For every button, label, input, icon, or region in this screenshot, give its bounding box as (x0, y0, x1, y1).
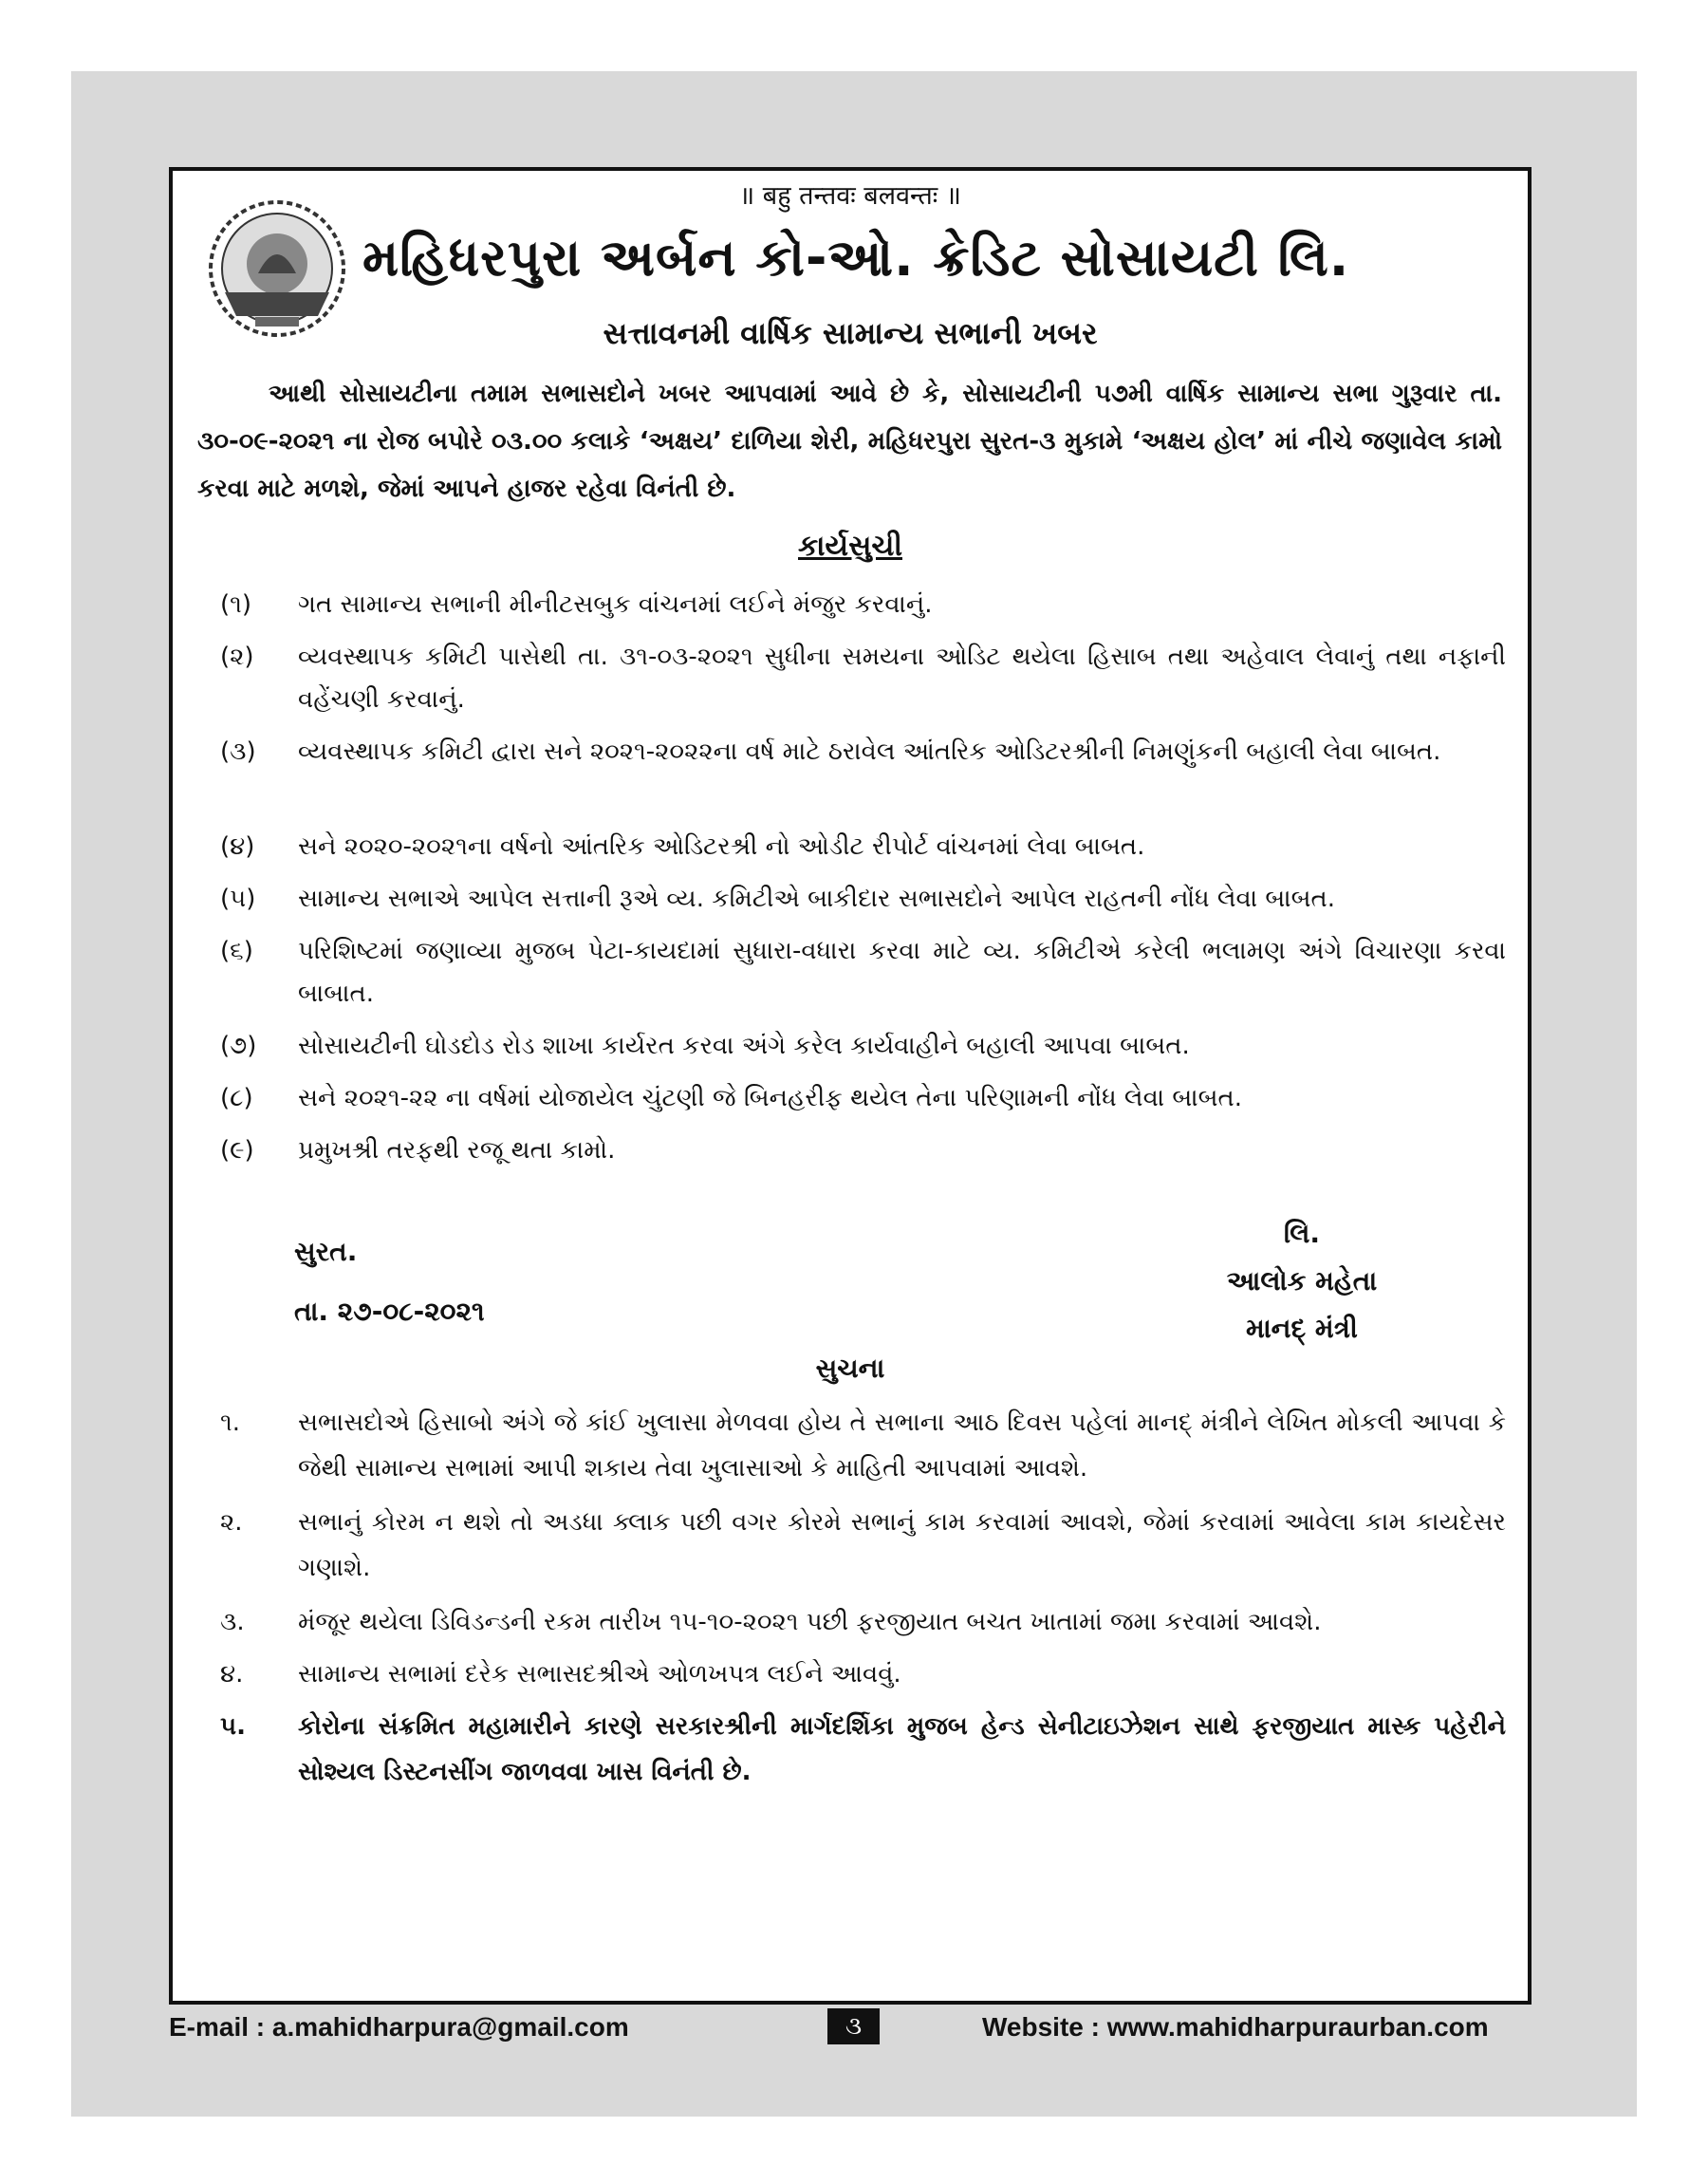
agenda-item-text: પરિશિષ્ટમાં જણાવ્યા મુજબ પેટા-કાયદામાં સુધારા-વધારા કરવા માટે વ્ય. કમિટીએ કરેલી ભલામણ અંગે વિચારણા કરવા બાબાત. (298, 937, 1506, 1008)
note-item (220, 1400, 1506, 1491)
agenda-item-number: (૨) (220, 643, 254, 671)
agenda-item-text: સને ૨૦૨૦-૨૦૨૧ના વર્ષનો આંતરિક ઓડિટરશ્રી નો ઓડીટ રીપોર્ટ વાંચનમાં લેવા બાબત. (298, 832, 1145, 861)
agenda-item-number: (૫) (220, 885, 256, 913)
note-item (220, 1500, 1506, 1591)
agenda-item-number: (૮) (220, 1084, 253, 1112)
agenda-item (220, 731, 1506, 774)
signatory-name: આલોક મહેતા (1226, 1265, 1378, 1297)
agenda-item (220, 826, 1506, 868)
notice-date: તા. ૨૭-૦૮-૨૦૨૧ (294, 1296, 485, 1327)
footer-website[interactable]: Website : www.mahidharpuraurban.com (982, 2012, 1489, 2042)
agenda-item-text: સામાન્ય સભાએ આપેલ સત્તાની રૂએ વ્ય. કમિટીએ બાકીદાર સભાસદોને આપેલ રાહતની નોંધ લેવા બાબત. (298, 885, 1336, 913)
note-item-number: ૪. (220, 1660, 244, 1689)
agenda-title: કાર્યસુચી (798, 530, 902, 563)
notes-title: સુચના (815, 1353, 885, 1384)
agenda-item (220, 1077, 1506, 1120)
society-name: મહિધરપુરા અર્બન કો-ઓ. ક્રેડિટ સોસાયટી લિ. (362, 228, 1350, 288)
agenda-item-text: પ્રમુખશ્રી તરફથી રજૂ થતા કામો. (298, 1136, 616, 1165)
footer-email[interactable]: E-mail : a.mahidharpura@gmail.com (169, 2012, 629, 2042)
note-item (220, 1651, 1506, 1697)
agenda-item-number: (૬) (220, 937, 253, 965)
agenda-item-text: વ્યવસ્થાપક કમિટી દ્વારા સને ૨૦૨૧-૨૦૨૨ના વર્ષ માટે ઠરાવેલ આંતરિક ઓડિટરશ્રીની નિમણુંકની બહાલી લેવા બાબત. (298, 737, 1441, 766)
notice-box (169, 167, 1532, 2005)
note-item-text: સભાસદોએ હિસાબો અંગે જે કાંઈ ખુલાસા મેળવવા હોય તે સભાના આઠ દિવસ પહેલાં માનદ્ મંત્રીને લેખિત મોકલી આપવા કે જેથી સામાન્ય સભામાં આપી શકાય તેવા ખુલાસાઓ કે માહિતી આપવામાં આવશે. (298, 1409, 1506, 1483)
signatory-title: માનદ્ મંત્રી (1246, 1313, 1358, 1344)
meeting-subheading: સત્તાવનમી વાર્ષિક સામાન્ય સભાની ખબર (603, 315, 1098, 351)
motto: ॥ बहु तन्तवः बलवन्तः ॥ (739, 181, 961, 211)
agenda-item-number: (૭) (220, 1032, 257, 1060)
intro-paragraph: આથી સોસાયટીના તમામ સભાસદોને ખબર આપવામાં આવે છે કે, સોસાયટીની ૫૭મી વાર્ષિક સામાન્ય સભા ગુરૂવાર તા. ૩૦-૦૯-૨૦૨૧ ના રોજ બપોરે ૦૩.૦૦ કલાકે ‘અક્ષય’ દાળિયા શેરી, મહિધરપુરા સુરત-૩ મુકામે ‘અક્ષય હોલ’ માં નીચે જણાવેલ કામો કરવા માટે મળશે, જેમાં આપને હાજર રહેવા વિનંતી છે. (197, 380, 1502, 503)
note-item-number: ૫. (220, 1712, 246, 1741)
agenda-item-number: (૪) (220, 832, 255, 861)
agenda-item-text: ગત સામાન્ય સભાની મીનીટસબુક વાંચનમાં લઈને મંજુર કરવાનું. (298, 590, 933, 619)
agenda-item (220, 878, 1506, 921)
agenda-item (220, 930, 1506, 1016)
agenda-item-number: (૩) (220, 737, 256, 766)
note-item (220, 1704, 1506, 1795)
note-item-text: કોરોના સંક્રમિત મહામારીને કારણે સરકારશ્રીની માર્ગદર્શિકા મુજબ હેન્ડ સેનીટાઇઝેશન સાથે ફરજીયાત માસ્ક પહેરીને સોશ્યલ ડિસ્ટનસીંગ જાળવવા ખાસ વિનંતી છે. (298, 1712, 1506, 1786)
note-item-text: સામાન્ય સભામાં દરેક સભાસદશ્રીએ ઓળખપત્ર લઈને આવવું. (298, 1660, 901, 1689)
note-item-text: મંજૂર થયેલા ડિવિડન્ડની રકમ તારીખ ૧૫-૧૦-૨૦૨૧ પછી ફરજીયાત બચત ખાતામાં જમા કરવામાં આવશે. (298, 1608, 1322, 1636)
note-item-number: ૨. (220, 1508, 243, 1537)
note-item (220, 1599, 1506, 1645)
note-item-text: સભાનું કોરમ ન થશે તો અડધા ક્લાક પછી વગર કોરમે સભાનું કામ કરવામાં આવશે, જેમાં કરવામાં આવેલા કામ કાયદેસર ગણાશે. (298, 1508, 1506, 1582)
agenda-item-text: વ્યવસ્થાપક કમિટી પાસેથી તા. ૩૧-૦૩-૨૦૨૧ સુધીના સમયના ઓડિટ થયેલા હિસાબ તથા અહેવાલ લેવાનું તથા નફાની વહેંચણી કરવાનું. (298, 643, 1506, 714)
signature-block (1207, 1210, 1397, 1353)
agenda-item (220, 636, 1506, 721)
signature-li: લિ. (1283, 1218, 1321, 1249)
place-label: સુરત. (294, 1236, 358, 1267)
agenda-item-text: સને ૨૦૨૧-૨૨ ના વર્ષમાં યોજાયેલ ચુંટણી જે બિનહરીફ થયેલ તેના પરિણામની નોંધ લેવા બાબત. (298, 1084, 1243, 1112)
note-item-number: ૧. (220, 1409, 241, 1437)
agenda-item (220, 1129, 1506, 1172)
agenda-item-number: (૯) (220, 1136, 254, 1165)
agenda-item-number: (૧) (220, 590, 252, 619)
agenda-item (220, 584, 1506, 626)
agenda-item-text: સોસાયટીની ઘોડદોડ રોડ શાખા કાર્યરત કરવા અંગે કરેલ કાર્યવાહીને બહાલી આપવા બાબત. (298, 1032, 1190, 1060)
page-number: ૩ (827, 2008, 880, 2044)
agenda-item (220, 1025, 1506, 1068)
note-item-number: ૩. (220, 1608, 245, 1636)
